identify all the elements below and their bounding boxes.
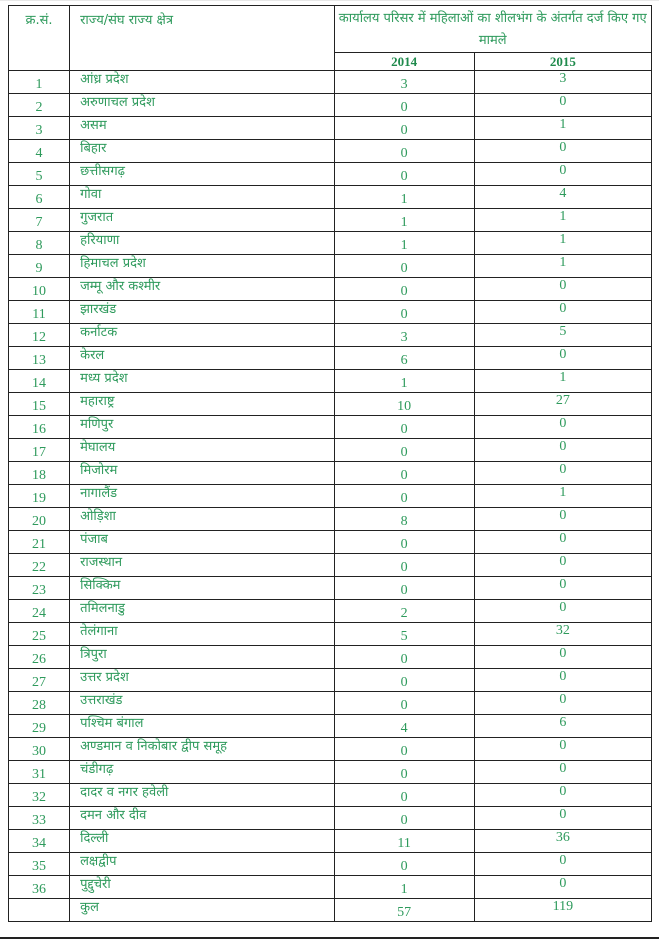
cases-table <box>8 5 652 922</box>
serial-number: 33 <box>9 807 70 830</box>
cases-2014: 0 <box>334 692 474 715</box>
serial-number: 6 <box>9 186 70 209</box>
cases-2015: 36 <box>474 830 651 853</box>
cases-2015: 1 <box>474 255 651 278</box>
serial-number: 11 <box>9 301 70 324</box>
cases-2014: 11 <box>334 830 474 853</box>
total-2014: 57 <box>334 899 474 922</box>
cases-2015: 0 <box>474 140 651 163</box>
table-row <box>9 853 652 876</box>
serial-number: 25 <box>9 623 70 646</box>
serial-number: 14 <box>9 370 70 393</box>
total-serial-empty <box>9 899 70 922</box>
table-row <box>9 140 652 163</box>
cases-2014: 0 <box>334 554 474 577</box>
cases-2014: 0 <box>334 669 474 692</box>
cases-2015: 1 <box>474 232 651 255</box>
cases-2014: 0 <box>334 853 474 876</box>
table-row <box>9 209 652 232</box>
serial-number: 32 <box>9 784 70 807</box>
cases-2014: 0 <box>334 784 474 807</box>
table-body <box>9 71 652 922</box>
table-row <box>9 324 652 347</box>
cases-2015: 0 <box>474 646 651 669</box>
bottom-rule <box>0 937 659 939</box>
cases-2015: 1 <box>474 370 651 393</box>
table-row <box>9 784 652 807</box>
state-name: मध्य प्रदेश <box>70 370 334 393</box>
state-name: अरुणाचल प्रदेश <box>70 94 334 117</box>
serial-number: 30 <box>9 738 70 761</box>
cases-2015: 0 <box>474 853 651 876</box>
serial-number: 29 <box>9 715 70 738</box>
cases-2014: 0 <box>334 738 474 761</box>
state-name: उत्तराखंड <box>70 692 334 715</box>
state-name: ओड़िशा <box>70 508 334 531</box>
table-row <box>9 71 652 94</box>
cases-2014: 0 <box>334 485 474 508</box>
serial-number: 19 <box>9 485 70 508</box>
table-row <box>9 94 652 117</box>
cases-2014: 0 <box>334 278 474 301</box>
table-row <box>9 508 652 531</box>
table-row <box>9 830 652 853</box>
table-row <box>9 669 652 692</box>
cases-2014: 0 <box>334 94 474 117</box>
cases-2014: 0 <box>334 462 474 485</box>
state-name: महाराष्ट्र <box>70 393 334 416</box>
cases-2014: 4 <box>334 715 474 738</box>
cases-2015: 0 <box>474 669 651 692</box>
cases-2015: 0 <box>474 439 651 462</box>
cases-2015: 0 <box>474 163 651 186</box>
cases-2014: 0 <box>334 439 474 462</box>
cases-2014: 1 <box>334 370 474 393</box>
year-2014-header: 2014 <box>334 53 474 71</box>
serial-number: 7 <box>9 209 70 232</box>
cases-2014: 0 <box>334 646 474 669</box>
cases-2014: 2 <box>334 600 474 623</box>
total-label: कुल <box>70 899 334 922</box>
cases-group-header: कार्यालय परिसर में महिलाओं का शीलभंग के अंतर्गत दर्ज किए गए मामले <box>334 6 652 53</box>
state-name: लक्षद्वीप <box>70 853 334 876</box>
year-2015-header: 2015 <box>474 53 651 71</box>
state-name: हिमाचल प्रदेश <box>70 255 334 278</box>
cases-2015: 0 <box>474 577 651 600</box>
cases-2015: 0 <box>474 761 651 784</box>
table-row <box>9 393 652 416</box>
table-row <box>9 623 652 646</box>
state-name: गोवा <box>70 186 334 209</box>
cases-2015: 0 <box>474 508 651 531</box>
state-name: झारखंड <box>70 301 334 324</box>
serial-number: 26 <box>9 646 70 669</box>
state-name: असम <box>70 117 334 140</box>
state-name: छत्तीसगढ़ <box>70 163 334 186</box>
state-name: दमन और दीव <box>70 807 334 830</box>
serial-number: 18 <box>9 462 70 485</box>
table-row <box>9 347 652 370</box>
table-row <box>9 117 652 140</box>
cases-2015: 0 <box>474 301 651 324</box>
state-name: तमिलनाडु <box>70 600 334 623</box>
state-header: राज्य/संघ राज्य क्षेत्र <box>70 6 334 71</box>
table-row <box>9 738 652 761</box>
state-name: मेघालय <box>70 439 334 462</box>
serial-number: 17 <box>9 439 70 462</box>
cases-2015: 6 <box>474 715 651 738</box>
state-name: सिक्किम <box>70 577 334 600</box>
serial-number: 31 <box>9 761 70 784</box>
serial-number: 8 <box>9 232 70 255</box>
table-row <box>9 715 652 738</box>
table-row <box>9 462 652 485</box>
state-name: केरल <box>70 347 334 370</box>
table-row <box>9 600 652 623</box>
table-row <box>9 439 652 462</box>
cases-2014: 10 <box>334 393 474 416</box>
cases-2014: 0 <box>334 140 474 163</box>
cases-2014: 0 <box>334 301 474 324</box>
state-name: पंजाब <box>70 531 334 554</box>
header-row <box>9 6 652 53</box>
cases-2014: 0 <box>334 531 474 554</box>
cases-2015: 0 <box>474 807 651 830</box>
state-name: मिजोरम <box>70 462 334 485</box>
table-row <box>9 531 652 554</box>
state-name: आंध्र प्रदेश <box>70 71 334 94</box>
cases-2015: 0 <box>474 738 651 761</box>
cases-2014: 6 <box>334 347 474 370</box>
table-row <box>9 485 652 508</box>
top-rule <box>0 0 659 1</box>
table-row <box>9 255 652 278</box>
serial-number: 22 <box>9 554 70 577</box>
cases-2014: 0 <box>334 761 474 784</box>
serial-number: 15 <box>9 393 70 416</box>
table-row <box>9 692 652 715</box>
state-name: गुजरात <box>70 209 334 232</box>
table-row <box>9 186 652 209</box>
state-name: चंडीगढ़ <box>70 761 334 784</box>
serial-number: 27 <box>9 669 70 692</box>
cases-2015: 0 <box>474 94 651 117</box>
cases-2014: 1 <box>334 209 474 232</box>
cases-2015: 5 <box>474 324 651 347</box>
cases-2014: 0 <box>334 577 474 600</box>
table-row <box>9 554 652 577</box>
cases-2015: 1 <box>474 117 651 140</box>
serial-number: 20 <box>9 508 70 531</box>
state-name: दादर व नगर हवेली <box>70 784 334 807</box>
state-name: जम्मू और कश्मीर <box>70 278 334 301</box>
table-row <box>9 646 652 669</box>
state-name: कर्नाटक <box>70 324 334 347</box>
serial-number: 10 <box>9 278 70 301</box>
serial-number: 34 <box>9 830 70 853</box>
cases-2014: 1 <box>334 186 474 209</box>
table-row <box>9 163 652 186</box>
state-name: दिल्ली <box>70 830 334 853</box>
state-name: पुद्दुचेरी <box>70 876 334 899</box>
cases-2014: 0 <box>334 807 474 830</box>
cases-2014: 0 <box>334 416 474 439</box>
cases-2015: 1 <box>474 209 651 232</box>
cases-2014: 0 <box>334 163 474 186</box>
cases-2015: 0 <box>474 278 651 301</box>
table-row <box>9 761 652 784</box>
cases-2014: 8 <box>334 508 474 531</box>
serial-number: 24 <box>9 600 70 623</box>
state-name: तेलंगाना <box>70 623 334 646</box>
serial-number: 13 <box>9 347 70 370</box>
total-2015: 119 <box>474 899 651 922</box>
cases-2015: 0 <box>474 876 651 899</box>
table-row <box>9 577 652 600</box>
state-name: पश्चिम बंगाल <box>70 715 334 738</box>
table-row <box>9 416 652 439</box>
table-row <box>9 370 652 393</box>
state-name: अण्डमान व निकोबार द्वीप समूह <box>70 738 334 761</box>
cases-2015: 0 <box>474 554 651 577</box>
table-row <box>9 876 652 899</box>
serial-number: 12 <box>9 324 70 347</box>
state-name: बिहार <box>70 140 334 163</box>
sno-header: क्र.सं. <box>9 6 70 71</box>
state-name: उत्तर प्रदेश <box>70 669 334 692</box>
state-name: नागालैंड <box>70 485 334 508</box>
table-row <box>9 278 652 301</box>
cases-2015: 3 <box>474 71 651 94</box>
cases-2014: 0 <box>334 255 474 278</box>
table-row <box>9 301 652 324</box>
cases-2015: 0 <box>474 462 651 485</box>
total-row <box>9 899 652 922</box>
serial-number: 5 <box>9 163 70 186</box>
serial-number: 3 <box>9 117 70 140</box>
cases-2015: 0 <box>474 416 651 439</box>
cases-2015: 0 <box>474 600 651 623</box>
serial-number: 9 <box>9 255 70 278</box>
table-row <box>9 807 652 830</box>
cases-2015: 0 <box>474 531 651 554</box>
cases-2014: 3 <box>334 71 474 94</box>
cases-2014: 1 <box>334 232 474 255</box>
state-name: त्रिपुरा <box>70 646 334 669</box>
state-name: मणिपुर <box>70 416 334 439</box>
cases-2015: 4 <box>474 186 651 209</box>
cases-2015: 0 <box>474 692 651 715</box>
cases-2014: 3 <box>334 324 474 347</box>
cases-2015: 1 <box>474 485 651 508</box>
serial-number: 1 <box>9 71 70 94</box>
table-row <box>9 232 652 255</box>
serial-number: 21 <box>9 531 70 554</box>
cases-2015: 27 <box>474 393 651 416</box>
serial-number: 4 <box>9 140 70 163</box>
cases-2014: 1 <box>334 876 474 899</box>
serial-number: 23 <box>9 577 70 600</box>
cases-2014: 0 <box>334 117 474 140</box>
cases-2015: 32 <box>474 623 651 646</box>
state-name: हरियाणा <box>70 232 334 255</box>
cases-2014: 5 <box>334 623 474 646</box>
state-name: राजस्थान <box>70 554 334 577</box>
serial-number: 2 <box>9 94 70 117</box>
serial-number: 16 <box>9 416 70 439</box>
serial-number: 28 <box>9 692 70 715</box>
serial-number: 36 <box>9 876 70 899</box>
cases-2015: 0 <box>474 347 651 370</box>
cases-2015: 0 <box>474 784 651 807</box>
serial-number: 35 <box>9 853 70 876</box>
